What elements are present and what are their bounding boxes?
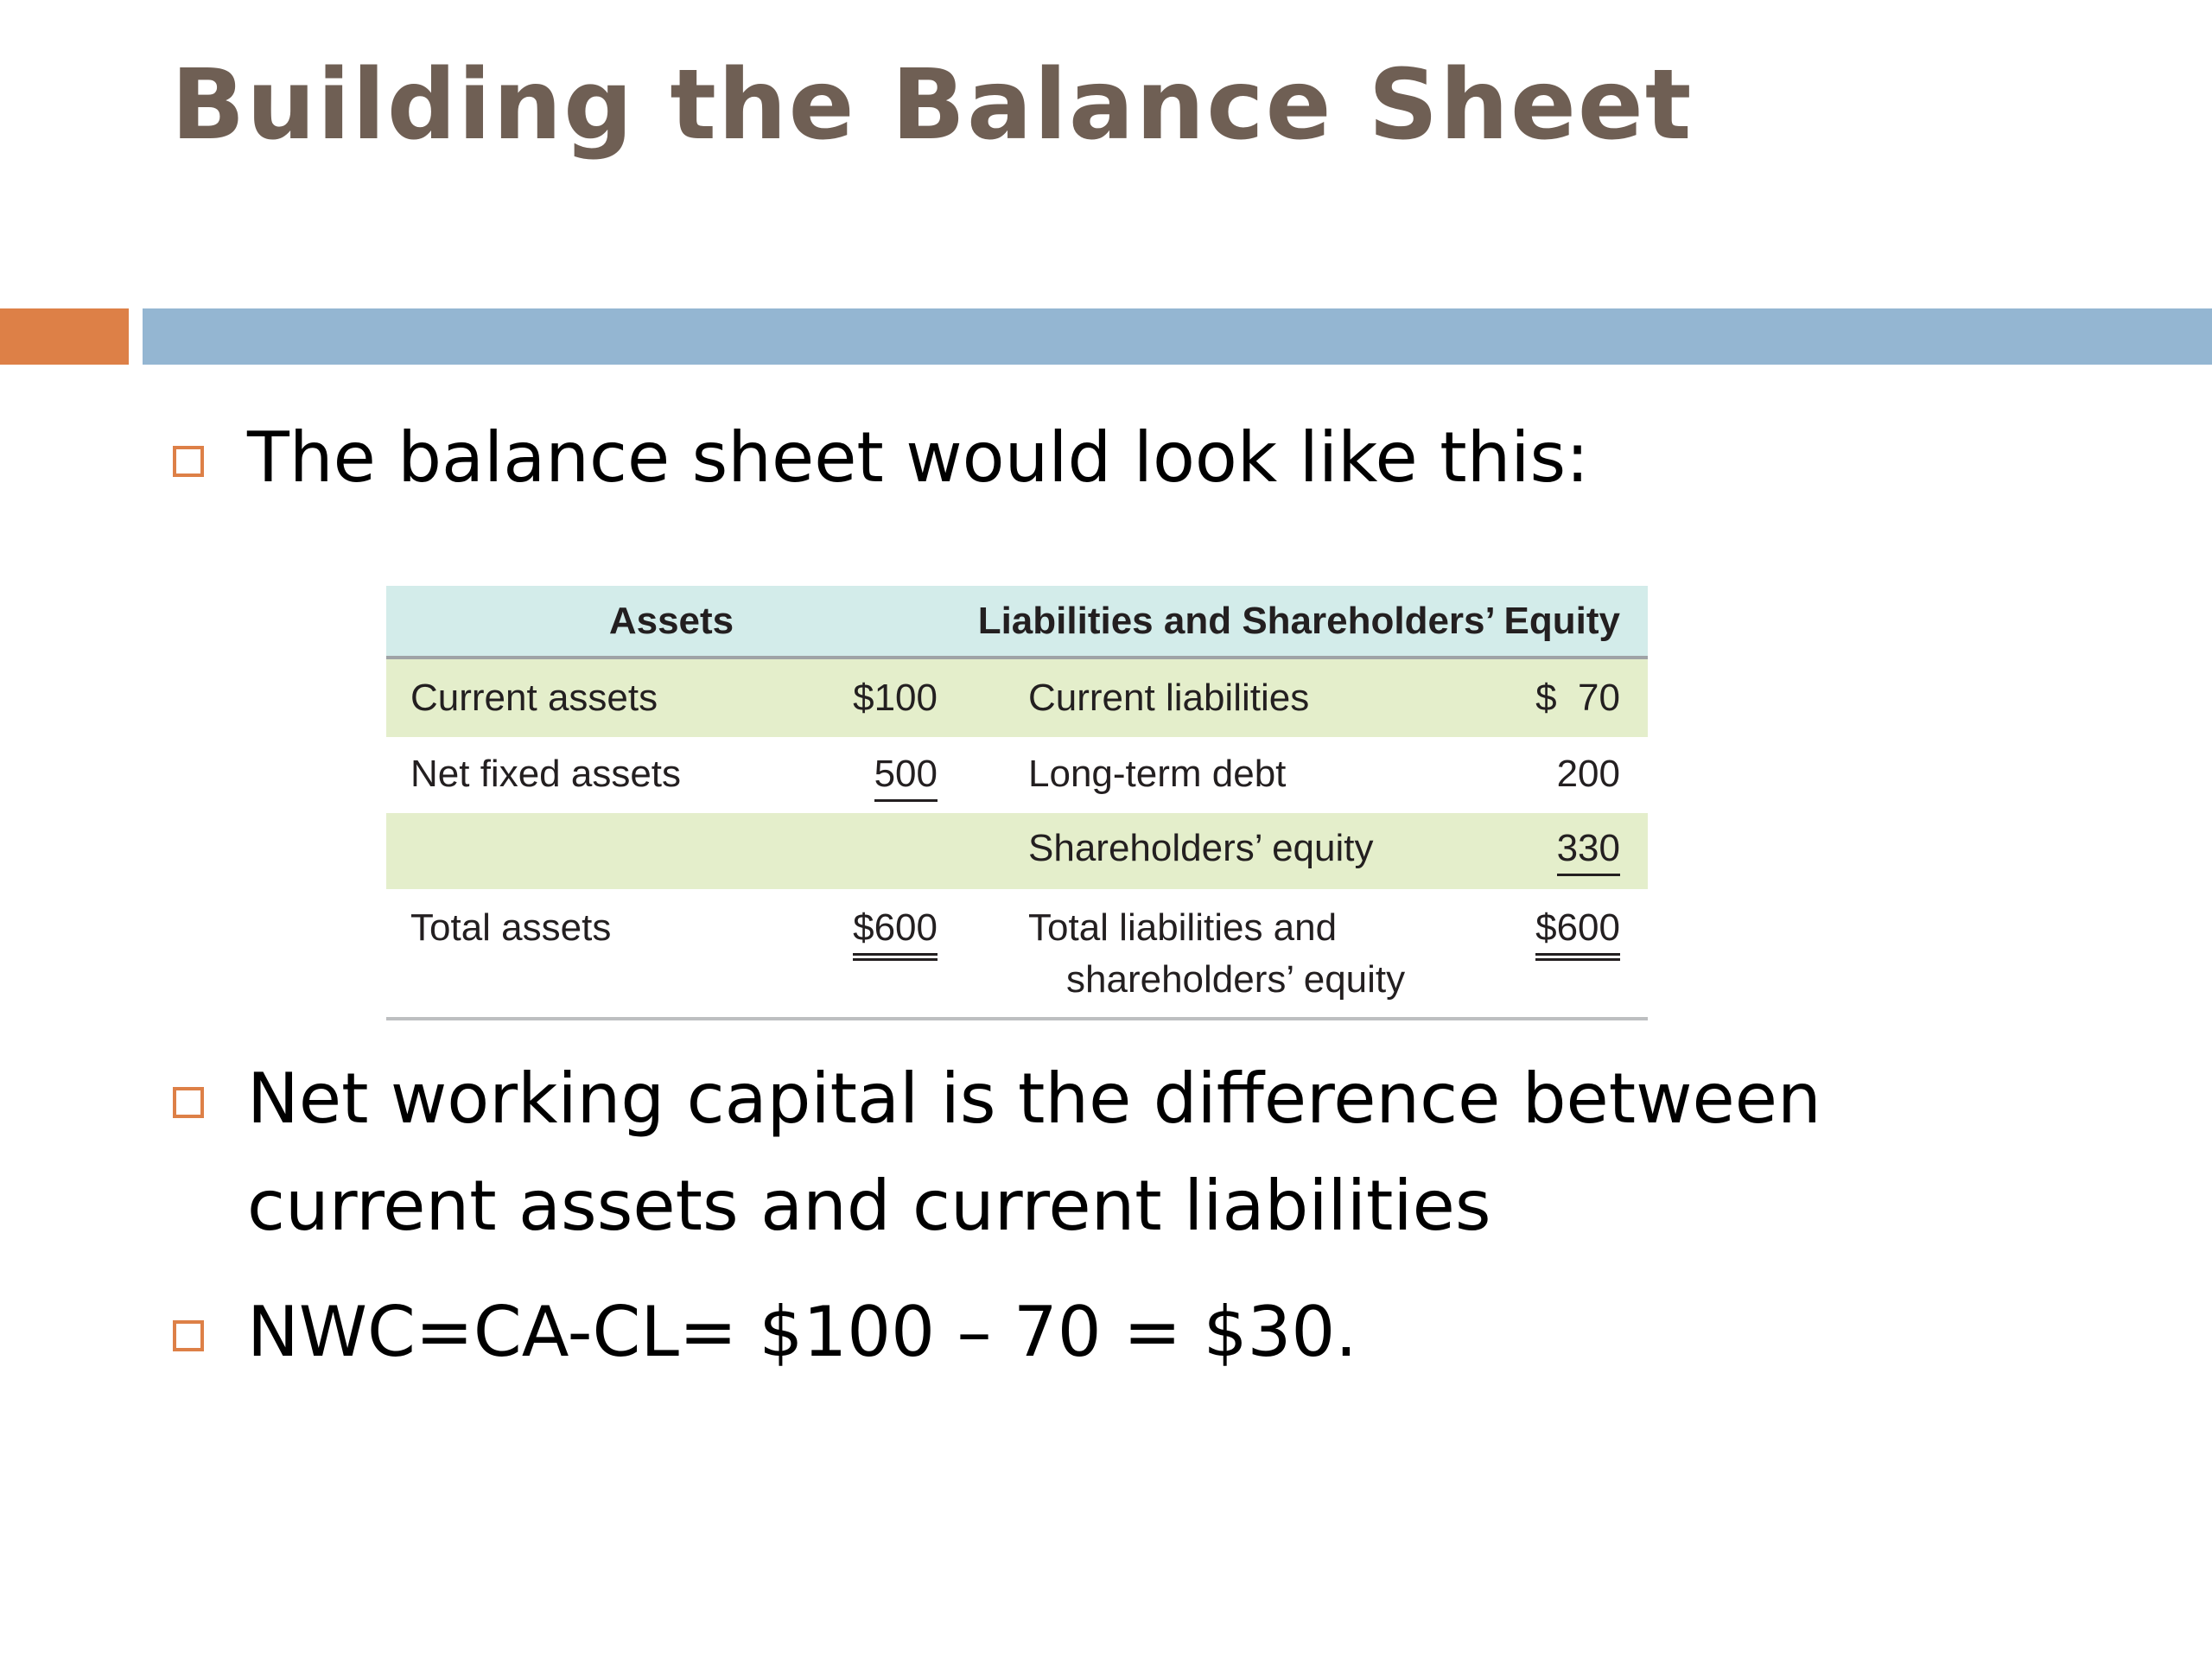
header-liabilities: Liabilities and Shareholders’ Equity: [977, 600, 1620, 642]
square-bullet-icon: [173, 1087, 204, 1118]
table-bottom-rule: [386, 1017, 1648, 1020]
table-row: [386, 889, 1648, 1017]
square-bullet-icon: [173, 1320, 204, 1351]
square-bullet-icon: [173, 446, 204, 477]
accent-bar-orange: [0, 308, 129, 365]
asset-value-cell: [810, 753, 938, 802]
bullet-text: The balance sheet would look like this:: [247, 417, 1590, 498]
bullet-text-continued: current assets and current liabilities: [247, 1166, 1491, 1246]
table-row: [386, 737, 1648, 813]
table-header: [386, 586, 1648, 659]
accent-bar-blue: [143, 308, 2212, 365]
liability-label: Current liabilities: [1028, 677, 1310, 719]
liability-label: Total liabilities and: [1028, 906, 1338, 949]
asset-value-cell: [810, 906, 938, 961]
liability-value: 200: [1556, 753, 1620, 795]
asset-label: Net fixed assets: [410, 753, 682, 795]
slide-title: Building the Balance Sheet: [171, 49, 1694, 162]
bullet-text: NWC=CA-CL= $100 – 70 = $30.: [247, 1292, 1357, 1372]
asset-value: 500: [874, 753, 938, 802]
liability-value: 330: [1557, 827, 1620, 876]
balance-sheet-table: [386, 586, 1648, 1020]
header-assets: Assets: [608, 600, 734, 642]
bullet-text: Net working capital is the difference between: [247, 1058, 1821, 1139]
asset-value: $600: [853, 906, 938, 961]
liability-label: Shareholders’ equity: [1028, 827, 1374, 869]
liability-value: $ 70: [1535, 677, 1620, 719]
table-row: [386, 813, 1648, 889]
asset-label: Total assets: [410, 906, 612, 949]
asset-label: Current assets: [410, 677, 658, 719]
liability-value: $600: [1535, 906, 1620, 961]
liability-value-cell: [1499, 906, 1620, 961]
asset-value: $100: [853, 677, 938, 719]
table-row: [386, 659, 1648, 737]
liability-value-cell: [1499, 827, 1620, 876]
liability-label: Long-term debt: [1028, 753, 1287, 795]
liability-label-line-2: shareholders’ equity: [1066, 958, 1406, 1001]
